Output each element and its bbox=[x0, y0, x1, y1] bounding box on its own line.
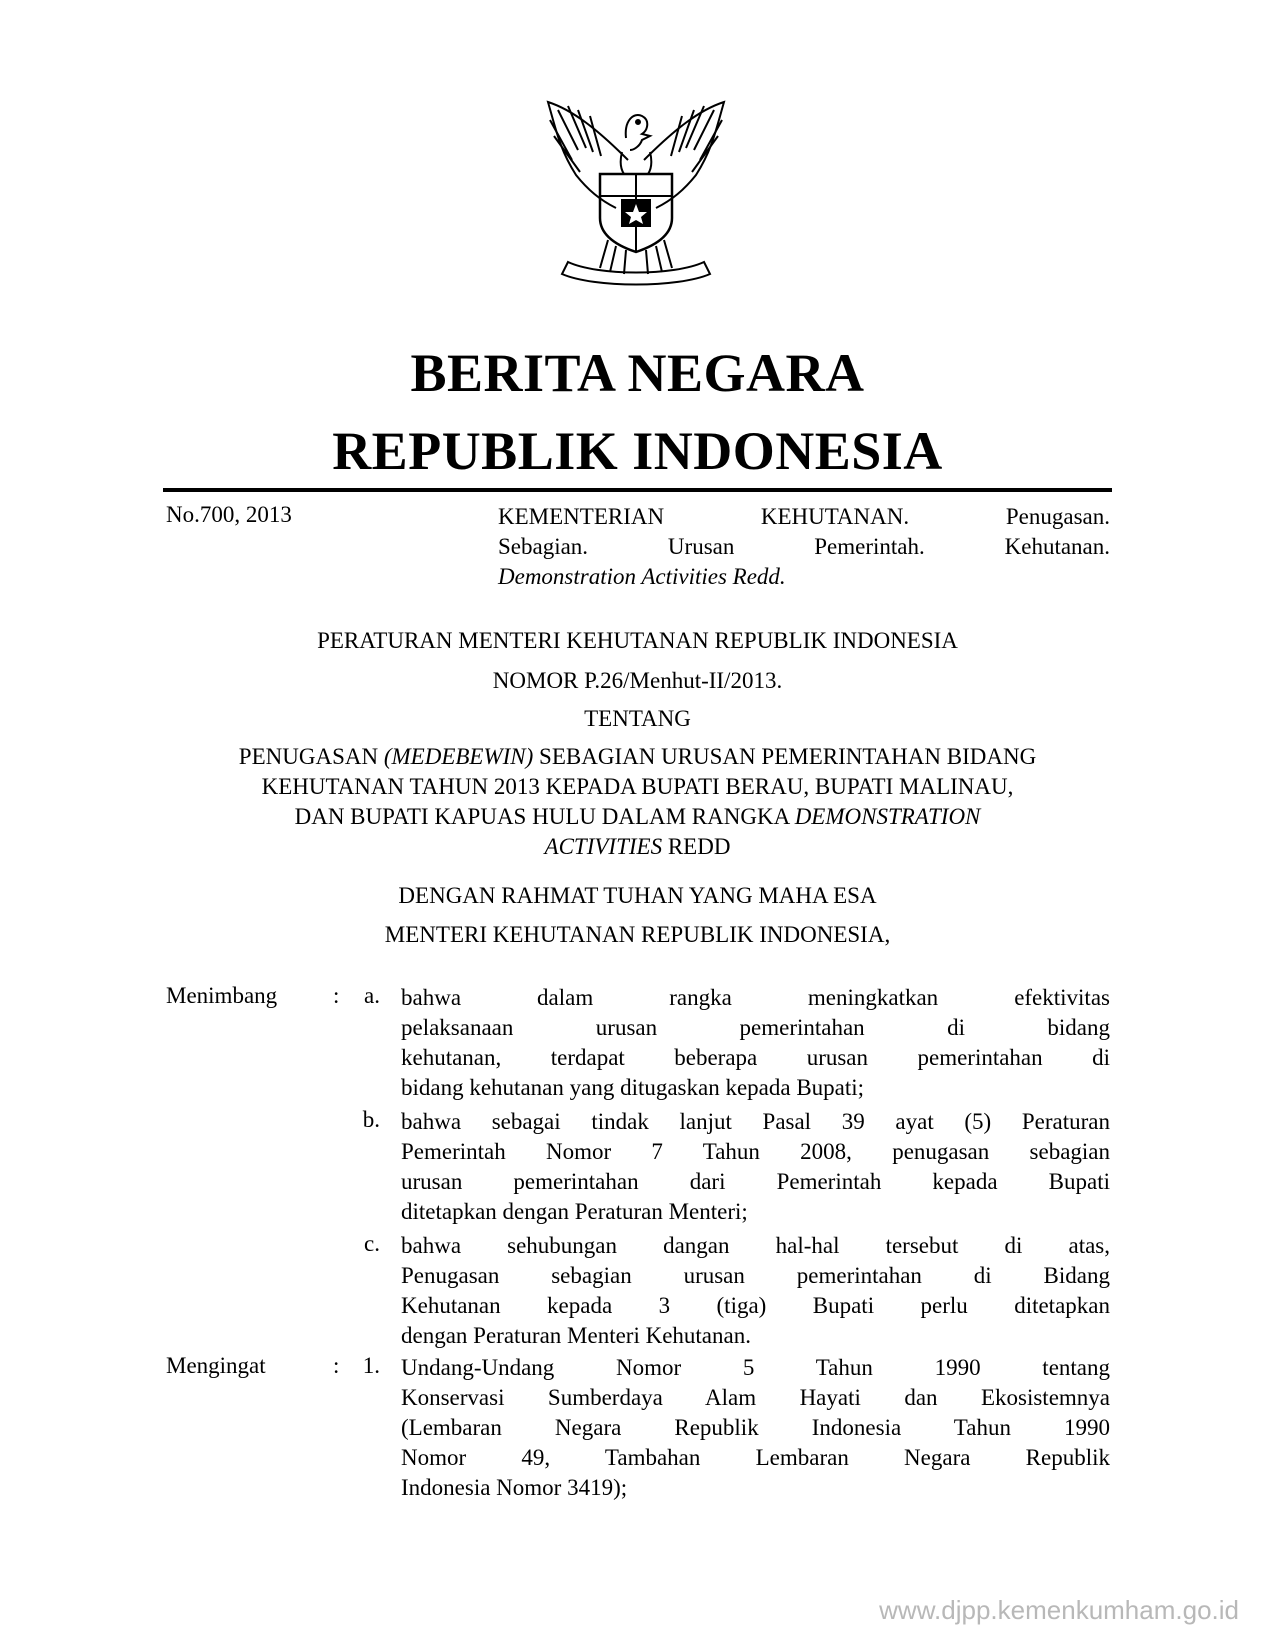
mengingat-label: Mengingat bbox=[166, 1353, 266, 1378]
garuda-emblem-icon bbox=[538, 90, 734, 288]
regulation-tentang: TENTANG bbox=[584, 706, 691, 731]
list-marker: b. bbox=[362, 1107, 380, 1132]
gazette-number: No.700, 2013 bbox=[166, 502, 292, 527]
menimbang-item-a: bahwa dalam rangka meningkatkan efektivitas pelaksanaan urusan pemerintahan di bidang kehutanan, terdapat beberapa urusan pemerintahan di bidang kehutanan yang ditugaskan kepada Bupati; bbox=[401, 985, 1110, 1100]
gazette-title-line1: BERITA NEGARA bbox=[410, 343, 865, 403]
menimbang-label: Menimbang bbox=[166, 983, 278, 1008]
footer-url[interactable]: www.djpp.kemenkumham.go.id bbox=[879, 1595, 1239, 1625]
menimbang-item-c: bahwa sehubungan dangan hal-hal tersebut di atas, Penugasan sebagian urusan pemerintahan di Bidang Kehutanan kepada 3 (tiga) Bupati perlu ditetapkan dengan Peraturan Menteri Kehutanan. bbox=[401, 1233, 1110, 1348]
subject-line: Demonstration Activities Redd. bbox=[498, 564, 786, 589]
about-line: PENUGASAN (MEDEBEWIN) SEBAGIAN URUSAN PEMERINTAHAN BIDANG bbox=[238, 744, 1037, 769]
list-marker: 1. bbox=[362, 1353, 380, 1378]
subject-line: KEMENTERIAN KEHUTANAN. Penugasan. bbox=[498, 504, 1110, 529]
subject-line: Sebagian. Urusan Pemerintah. Kehutanan. bbox=[498, 534, 1110, 559]
gazette-subject bbox=[498, 502, 1110, 592]
menimbang-item-b: bahwa sebagai tindak lanjut Pasal 39 ayat (5) Peraturan Pemerintah Nomor 7 Tahun 2008, penugasan sebagian urusan pemerintahan dari Pemerintah kepada Bupati ditetapkan dengan Peraturan Menteri; bbox=[401, 1109, 1110, 1224]
list-marker: a. bbox=[364, 983, 380, 1008]
about-line: KEHUTANAN TAHUN 2013 KEPADA BUPATI BERAU, BUPATI MALINAU, bbox=[261, 774, 1014, 799]
mengingat-colon: : bbox=[333, 1353, 340, 1378]
regulation-number: NOMOR P.26/Menhut-II/2013. bbox=[492, 668, 783, 693]
gazette-title-line2: REPUBLIK INDONESIA bbox=[332, 421, 943, 481]
rahmat-line: DENGAN RAHMAT TUHAN YANG MAHA ESA bbox=[398, 883, 877, 908]
regulation-about bbox=[163, 742, 1112, 862]
menteri-line: MENTERI KEHUTANAN REPUBLIK INDONESIA, bbox=[384, 922, 891, 947]
about-line: DAN BUPATI KAPUAS HULU DALAM RANGKA DEMONSTRATION bbox=[294, 804, 981, 829]
regulation-title: PERATURAN MENTERI KEHUTANAN REPUBLIK INDONESIA bbox=[317, 628, 958, 653]
header-divider bbox=[163, 488, 1112, 492]
list-marker: c. bbox=[364, 1231, 380, 1256]
about-line: ACTIVITIES REDD bbox=[544, 834, 731, 859]
menimbang-colon: : bbox=[333, 983, 340, 1008]
mengingat-item-1: Undang-Undang Nomor 5 Tahun 1990 tentang Konservasi Sumberdaya Alam Hayati dan Ekosistemnya (Lembaran Negara Republik Indonesia Tahun 1990 Nomor 49, Tambahan Lembaran Negara Republik Indonesia Nomor 3419); bbox=[401, 1355, 1110, 1500]
